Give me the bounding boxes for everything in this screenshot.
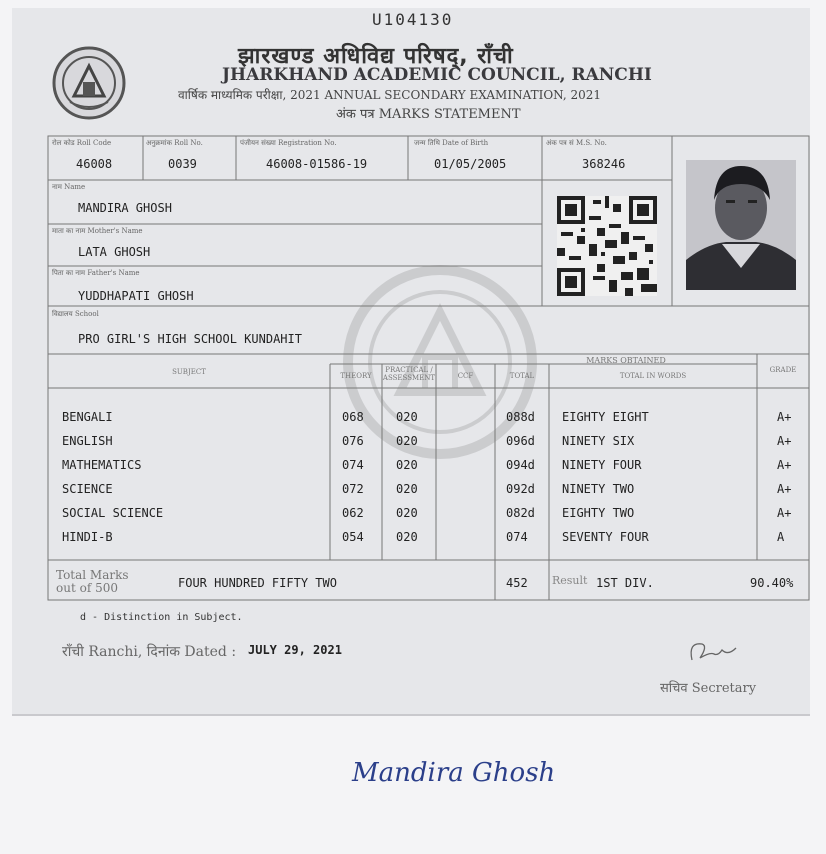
subject-name: BENGALI	[62, 410, 113, 424]
roll-code-label: रोल कोड Roll Code	[52, 139, 112, 147]
grade: A+	[777, 506, 792, 520]
total-marks-label	[56, 569, 129, 595]
ccf-header: CCF	[457, 372, 474, 380]
total-in-words: NINETY TWO	[562, 482, 635, 496]
total-marks: 074	[506, 530, 528, 544]
practical-marks: 020	[396, 458, 418, 472]
dob-value: 01/05/2005	[434, 157, 507, 171]
registration-no-value: 46008-01586-19	[266, 157, 368, 171]
dated-value: JULY 29, 2021	[248, 643, 342, 657]
statement-title: अंक पत्र MARKS STATEMENT	[336, 107, 521, 122]
father-name-label: पिता का नाम Father's Name	[52, 269, 140, 277]
theory-header: THEORY	[340, 372, 372, 380]
mother-name-value: LATA GHOSH	[78, 245, 151, 259]
total-in-words-header: TOTAL IN WORDS	[619, 372, 687, 380]
total-marks: 092d	[506, 482, 535, 496]
name-label: नाम Name	[52, 183, 86, 191]
mother-name-label: माता का नाम Mother's Name	[52, 227, 143, 235]
grade: A+	[777, 410, 792, 424]
total-in-words: EIGHTY TWO	[562, 506, 635, 520]
student-name-value: MANDIRA GHOSH	[78, 201, 172, 215]
exam-title: वार्षिक माध्यमिक परीक्षा, 2021 ANNUAL SECONDARY EXAMINATION, 2021	[178, 88, 602, 102]
subject-name: HINDI-B	[62, 530, 113, 544]
roll-no-label: अनुक्रमांक Roll No.	[146, 139, 203, 147]
result-value: 1ST DIV.	[596, 576, 654, 590]
theory-marks: 062	[342, 506, 364, 520]
practical-marks: 020	[396, 410, 418, 424]
subject-name: SCIENCE	[62, 482, 113, 496]
practical-marks: 020	[396, 482, 418, 496]
grade: A+	[777, 434, 792, 448]
handwritten-name: Mandira Ghosh	[352, 758, 556, 788]
registration-no-label: पंजीयन संख्या Registration No.	[240, 139, 337, 147]
subject-name: SOCIAL SCIENCE	[62, 506, 164, 520]
dated-label: राँची Ranchi, दिनांक Dated :	[62, 644, 237, 660]
secretary-label: सचिव Secretary	[660, 681, 757, 696]
grade: A+	[777, 482, 792, 496]
total-in-words: SEVENTY FOUR	[562, 530, 649, 544]
grand-total-words: FOUR HUNDRED FIFTY TWO	[178, 576, 337, 590]
grade: A	[777, 530, 785, 544]
father-name-value: YUDDHAPATI GHOSH	[78, 289, 194, 303]
student-photo	[686, 160, 796, 290]
school-value: PRO GIRL'S HIGH SCHOOL KUNDAHIT	[78, 332, 302, 346]
secretary-signature-icon	[684, 636, 744, 672]
roll-code-value: 46008	[76, 157, 113, 171]
theory-marks: 068	[342, 410, 364, 424]
theory-marks: 072	[342, 482, 364, 496]
practical-marks: 020	[396, 506, 418, 520]
total-marks: 094d	[506, 458, 535, 472]
grade-header: GRADE	[769, 366, 797, 374]
hindi-title: झारखण्ड अधिविद्य परिषद्, राँची	[238, 44, 514, 69]
ms-no-value: 368246	[582, 157, 626, 171]
student-photo-image	[686, 160, 796, 290]
total-marks-label-line2: out of 500	[56, 581, 118, 595]
practical-marks: 020	[396, 434, 418, 448]
marks-obtained-header: MARKS OBTAINED	[586, 356, 666, 365]
theory-marks: 054	[342, 530, 364, 544]
practical-header: PRACTICAL / ASSESSMENT	[382, 366, 436, 382]
english-title: JHARKHAND ACADEMIC COUNCIL, RANCHI	[222, 65, 652, 85]
distinction-note: d - Distinction in Subject.	[80, 612, 243, 623]
theory-marks: 074	[342, 458, 364, 472]
total-marks: 082d	[506, 506, 535, 520]
school-label: विद्यालय School	[52, 310, 99, 318]
total-in-words: EIGHTY EIGHT	[562, 410, 649, 424]
theory-marks: 076	[342, 434, 364, 448]
total-in-words: NINETY FOUR	[562, 458, 642, 472]
grade: A+	[777, 458, 792, 472]
total-header: TOTAL	[509, 372, 535, 380]
grand-total: 452	[506, 576, 528, 590]
serial-number: U104130	[372, 10, 454, 29]
total-in-words: NINETY SIX	[562, 434, 635, 448]
subject-name: MATHEMATICS	[62, 458, 142, 472]
total-marks: 088d	[506, 410, 535, 424]
practical-marks: 020	[396, 530, 418, 544]
percentage-value: 90.40%	[750, 576, 794, 590]
roll-no-value: 0039	[168, 157, 197, 171]
result-label: Result	[552, 574, 588, 587]
total-marks: 096d	[506, 434, 535, 448]
qr-code-icon	[557, 196, 657, 296]
subject-name: ENGLISH	[62, 434, 113, 448]
dob-label: जन्म तिथि Date of Birth	[414, 139, 489, 147]
ms-no-label: अंक पत्र सं M.S. No.	[546, 139, 607, 147]
subject-header: SUBJECT	[172, 368, 206, 376]
council-logo-icon	[52, 46, 126, 120]
total-marks-label-line1: Total Marks	[56, 568, 129, 582]
